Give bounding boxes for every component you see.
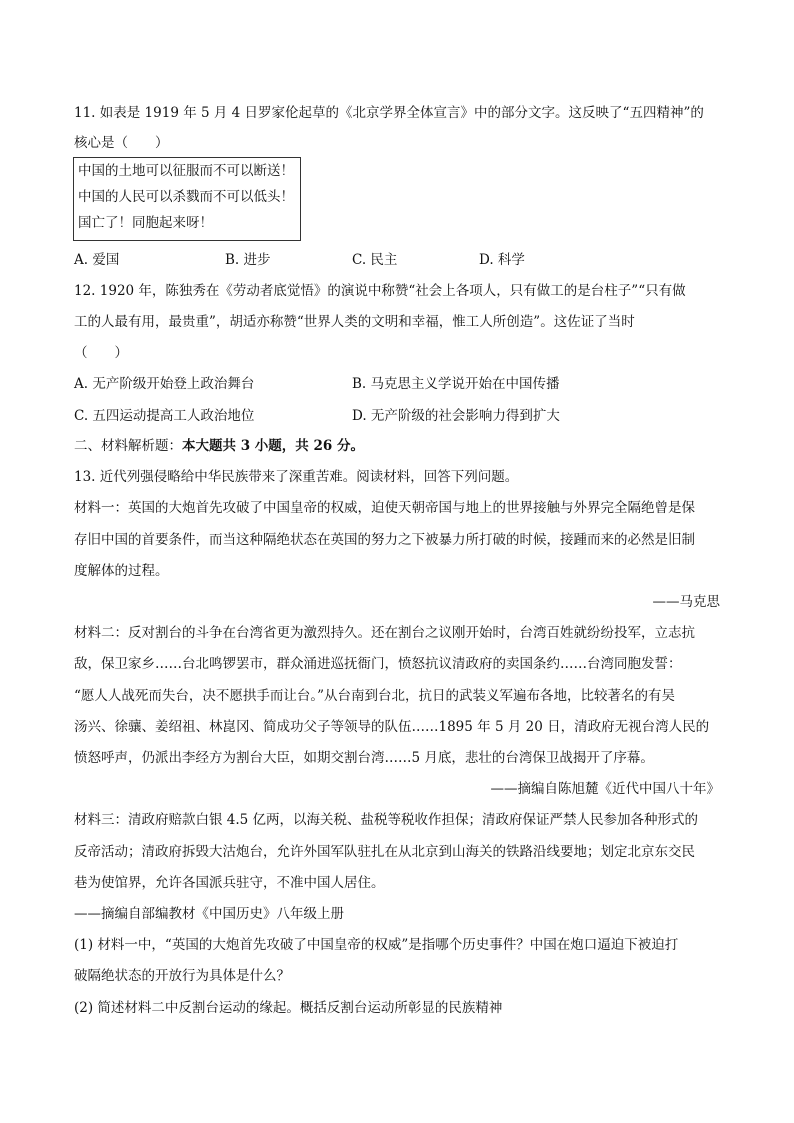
q12-option-a: A. 无产阶级开始登上政治舞台 <box>74 376 255 392</box>
q12-option-c: C. 五四运动提高工人政治地位 <box>74 408 255 424</box>
q13-material1-source: ——马克思 <box>652 594 720 610</box>
q11-option-a: A. 爱国 <box>74 252 120 268</box>
q11-quote-line: 中国的人民可以杀戮而不可以低头！ <box>78 189 294 205</box>
q11-option-c: C. 民主 <box>352 252 398 268</box>
q13-material1-line: 存旧中国的首要条件，而当这种隔绝状态在英国的努力之下被暴力所打破的时候，接踵而来的必然是旧制 <box>74 532 695 548</box>
q13-material3-line: 巷为使馆界，允许各国派兵驻守，不准中国人居住。 <box>74 875 385 891</box>
q13-subquestion-2: (2) 简述材料二中反割台运动的缘起。概括反割台运动所彰显的民族精神 <box>74 1000 503 1016</box>
section-heading-detail: 本大题共 3 小题，共 26 分。 <box>182 438 364 454</box>
q12-stem-line1: 12. 1920 年，陈独秀在《劳动者底觉悟》的演说中称赞“社会上各项人，只有做工的是台柱子”“只有做 <box>74 283 686 299</box>
q13-material3-line: 材料三：清政府赔款白银 4.5 亿两，以海关税、盐税等税收作担保；清政府保证严禁人民参加各种形式的 <box>74 812 699 828</box>
q13-material2-line: “愿人人战死而失台，决不愿拱手而让台。”从台南到台北，抗日的武装义军遍布各地，比较著名的有吴 <box>74 688 676 704</box>
q13-subquestion-1-cont: 破隔绝状态的开放行为具体是什么？ <box>74 968 290 984</box>
q12-option-b: B. 马克思主义学说开始在中国传播 <box>352 376 560 392</box>
q11-option-b: B. 进步 <box>225 252 271 268</box>
section-heading <box>74 436 364 456</box>
q12-option-d: D. 无产阶级的社会影响力得到扩大 <box>352 408 560 424</box>
q13-material2-source: ——摘编自陈旭麓《近代中国八十年》 <box>490 781 720 797</box>
q12-stem-line2: 工的人最有用，最贵重”，胡适亦称赞“世界人类的文明和幸福，惟工人所创造”。这佐证了当时 <box>74 314 635 330</box>
q13-material2-line: 汤兴、徐骧、姜绍祖、林崑冈、简成功父子等领导的队伍……1895 年 5 月 20 日，清政府无视台湾人民的 <box>74 719 710 735</box>
q13-subquestion-1: (1) 材料一中，“英国的大炮首先攻破了中国皇帝的权威”是指哪个历史事件？中国在炮口逼迫下被迫打 <box>74 937 679 953</box>
q11-stem-line2: 核心是（ ） <box>74 135 169 151</box>
q13-material2-line: 愤怒呼声，仍派出李经方为割台大臣，如期交割台湾……5 月底，悲壮的台湾保卫战揭开了序幕。 <box>74 750 654 766</box>
q13-material2-line: 敌，保卫家乡……台北鸣锣罢市，群众涌进巡抚衙门，愤怒抗议清政府的卖国条约……台湾同胞发誓： <box>74 656 682 672</box>
q13-material2-line: 材料二：反对割台的斗争在台湾省更为激烈持久。还在割台之议刚开始时，台湾百姓就纷纷投军，立志抗 <box>74 625 695 641</box>
q13-material3-source: ——摘编自部编教材《中国历史》八年级上册 <box>74 906 344 922</box>
q11-quote-line: 国亡了！同胞起来呀！ <box>78 215 213 231</box>
q13-material1-line: 度解体的过程。 <box>74 563 169 579</box>
q13-intro: 13. 近代列强侵略给中华民族带来了深重苦难。阅读材料，回答下列问题。 <box>74 469 519 485</box>
q11-stem-line1: 11. 如表是 1919 年 5 月 4 日罗家伦起草的《北京学界全体宣言》中的部分文字。这反映了“五四精神”的 <box>74 105 704 121</box>
section-heading-prefix: 二、材料解析题： <box>74 438 182 454</box>
q12-stem-line3: （ ） <box>74 345 128 361</box>
q11-option-d: D. 科学 <box>479 252 525 268</box>
q13-material3-line: 反帝活动；清政府拆毁大沽炮台，允许外国军队驻扎在从北京到山海关的铁路沿线要地；划定北京东交民 <box>74 844 695 860</box>
q11-quote-line: 中国的土地可以征服而不可以断送！ <box>78 163 294 179</box>
q13-material1-line: 材料一：英国的大炮首先攻破了中国皇帝的权威，迫使天朝帝国与地上的世界接触与外界完全隔绝曾是保 <box>74 500 695 516</box>
q11-quote-table <box>73 157 301 241</box>
